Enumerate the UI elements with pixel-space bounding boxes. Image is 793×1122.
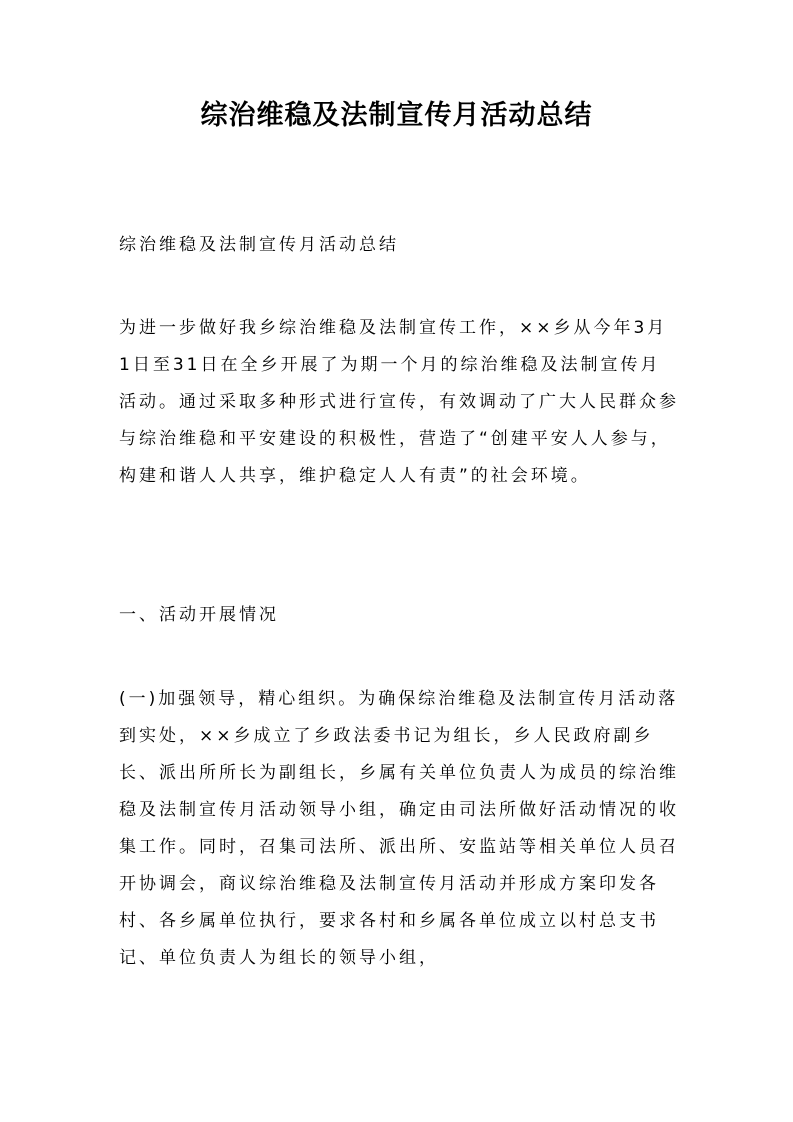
- section-heading: 一、活动开展情况: [119, 605, 279, 625]
- intro-paragraph: 为进一步做好我乡综治维稳及法制宣传工作，××乡从今年3月1日至31日在全乡开展了为期一个月的综治维稳及法制宣传月活动。通过采取多种形式进行宣传，有效调动了广大人民群众参与综治维稳和平安建设的积极性，营造了“创建平安人人参与，构建和谐人人共享，维护稳定人人有责”的社会环境。: [119, 318, 679, 486]
- section-paragraph: (一)加强领导，精心组织。为确保综治维稳及法制宣传月活动落到实处，××乡成立了乡政法委书记为组长，乡人民政府副乡长、派出所所长为副组长，乡属有关单位负责人为成员的综治维稳及法制宣传月活动领导小组，确定由司法所做好活动情况的收集工作。同时，召集司法所、派出所、安监站等相关单位人员召开协调会，商议综治维稳及法制宣传月活动并形成方案印发各村、各乡属单位执行，要求各村和乡属各单位成立以村总支书记、单位负责人为组长的领导小组，: [119, 689, 679, 968]
- document-subtitle: 综治维稳及法制宣传月活动总结: [119, 235, 399, 255]
- document-title: 综治维稳及法制宣传月活动总结: [200, 100, 593, 131]
